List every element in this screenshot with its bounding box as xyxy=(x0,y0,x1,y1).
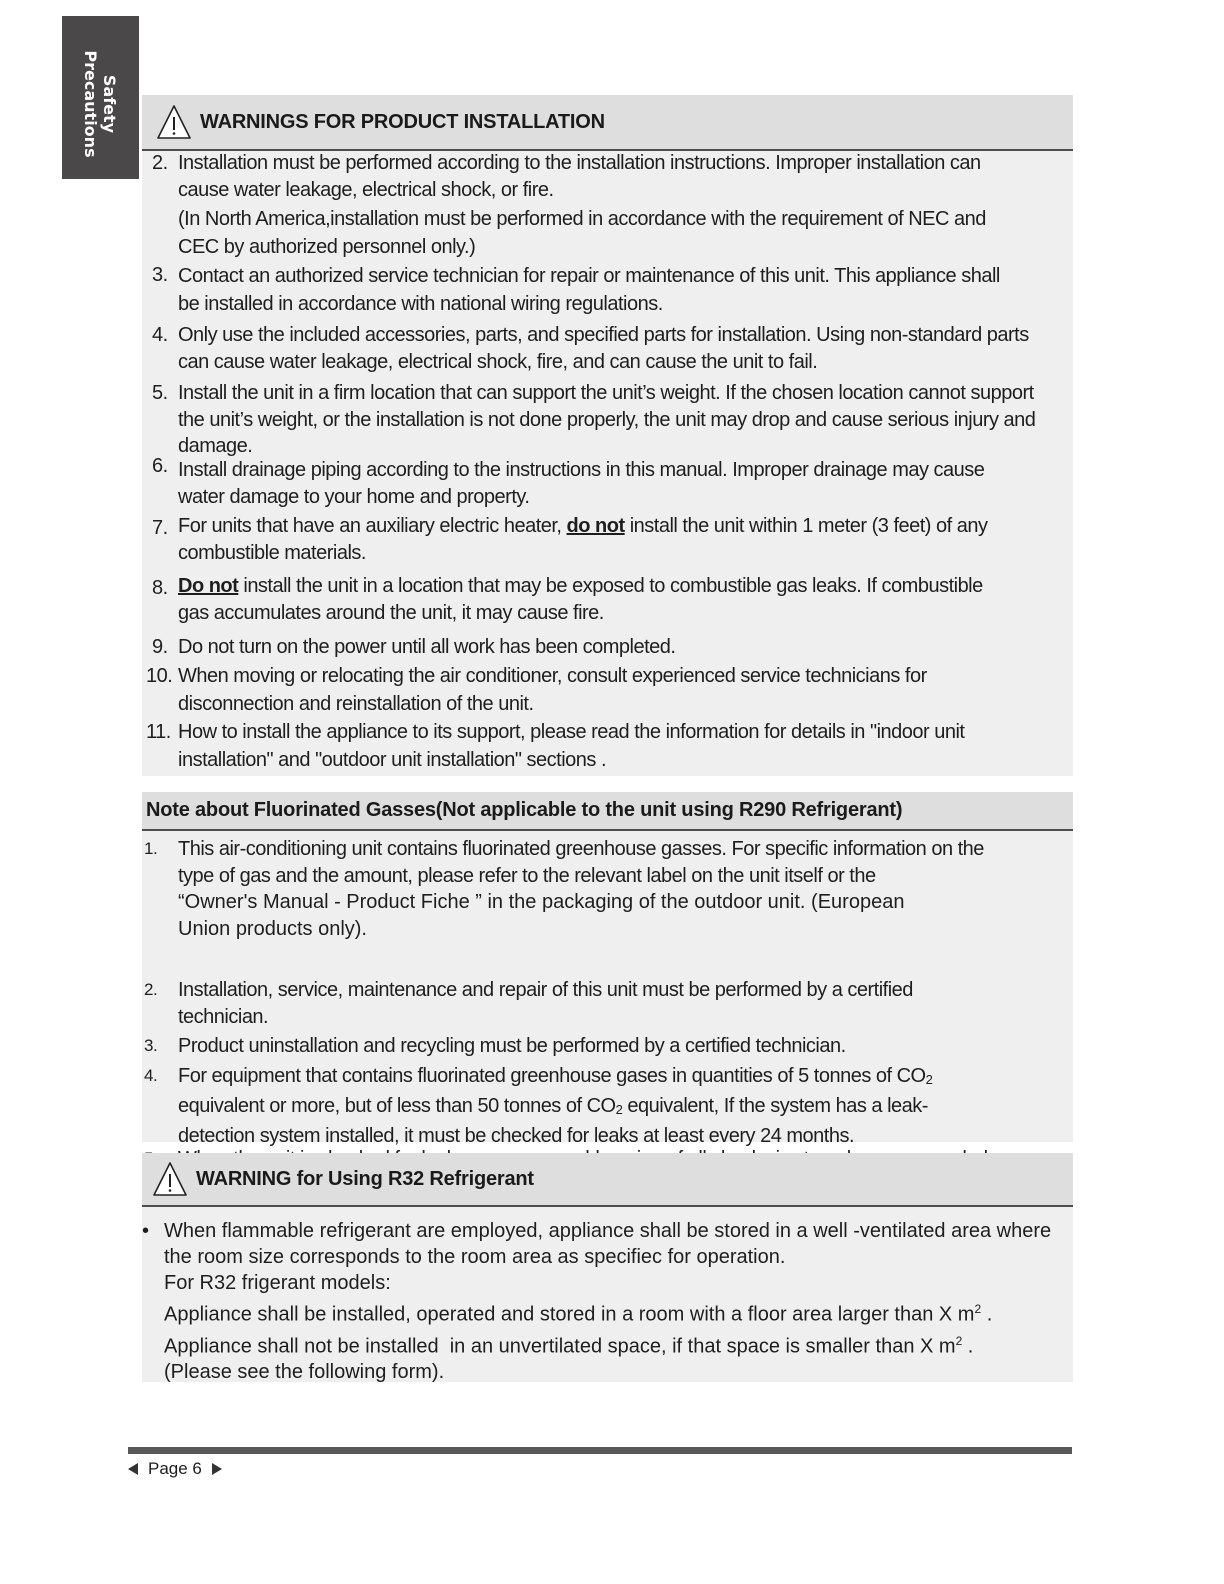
item-text-line: Union products only). xyxy=(178,917,367,940)
superscript: 2 xyxy=(955,1333,963,1348)
item-number: 11. xyxy=(146,721,171,743)
item-text-part: For equipment that contains fluorinated greenhouse gases in quantities of 5 tonnes of CO xyxy=(178,1065,926,1087)
page-navigation xyxy=(128,1459,222,1479)
section-header xyxy=(142,95,1073,151)
item-number: 3. xyxy=(152,264,168,286)
previous-page-icon[interactable] xyxy=(128,1463,138,1475)
section-side-tab xyxy=(62,16,139,179)
item-text-part: . xyxy=(962,1335,974,1358)
footer-divider xyxy=(128,1447,1072,1454)
item-number: 2. xyxy=(144,980,158,999)
item-text xyxy=(178,150,1048,261)
section-header xyxy=(142,792,1073,831)
item-text xyxy=(164,1218,1073,1385)
item-text-main: This air-conditioning unit contains fluorinated greenhouse gasses. For specific information on the type of gas and the amount, please refer to the relevant label on the unit itself or the xyxy=(178,838,984,887)
item-text-line: When flammable refrigerant are employed, appliance shall be stored in a well -ventilated area where the room size corresponds to the room area as specifiec for operation. xyxy=(164,1220,1052,1268)
emphasis-do-not: Do not xyxy=(178,575,239,597)
item-text: Contact an authorized service technician for repair or maintenance of this unit. This appliance shall be installed in accordance with national wiring regulations. xyxy=(178,265,1000,315)
item-text-line: For R32 frigerant models: xyxy=(164,1272,391,1294)
item-text: When moving or relocating the air conditioner, consult experienced service technicians for disconnection and reinstallation of the unit. xyxy=(178,665,927,715)
item-text: Product uninstallation and recycling must be performed by a certified technician. xyxy=(178,1035,846,1057)
section-title: Note about Fluorinated Gasses(Not applicable to the unit using R290 Refrigerant) xyxy=(146,799,903,821)
item-text-part: . xyxy=(981,1303,993,1326)
item-text: Do not turn on the power until all work has been completed. xyxy=(178,636,676,658)
r32-refrigerant-warning-section xyxy=(142,1153,1073,1382)
item-text: Install the unit in a firm location that can support the unit’s weight. If the chosen location cannot support the unit’s weight, or the installation is not done properly, the unit may drop and cause serious injury and damage. xyxy=(178,382,1036,457)
emphasis-do-not: do not xyxy=(566,515,625,537)
item-text-line xyxy=(164,1328,1073,1360)
item-text-line xyxy=(164,1296,1073,1328)
item-text: Installation, service, maintenance and repair of this unit must be performed by a certified technician. xyxy=(178,979,913,1028)
item-text-line: (Please see the following form). xyxy=(164,1361,445,1384)
item-text-part: equivalent, If the system has a leak-detection system installed, it must be checked for leaks at least every 24 months. xyxy=(178,1095,928,1147)
item-text-pre: For units that have an auxiliary electric heater, xyxy=(178,515,567,537)
next-page-icon[interactable] xyxy=(212,1463,222,1475)
subscript: 2 xyxy=(615,1102,623,1117)
item-number: 1. xyxy=(144,839,158,858)
item-text-note: (In North America,installation must be performed in accordance with the requirement of NEC and CEC by authorized personnel only.) xyxy=(178,208,986,258)
installation-warnings-section xyxy=(142,95,1073,776)
fluorinated-gasses-note-section xyxy=(142,792,1073,1147)
item-number: 4. xyxy=(152,324,168,346)
item-text: How to install the appliance to its support, please read the information for details in "indoor unit installation" and "outdoor unit installation" sections . xyxy=(178,721,965,771)
item-number: 10. xyxy=(146,665,173,687)
section-title: WARNING for Using R32 Refrigerant xyxy=(196,1167,534,1190)
item-number: 3. xyxy=(144,1036,158,1055)
item-text: Install drainage piping according to the instructions in this manual. Improper drainage may cause water damage to your home and property. xyxy=(178,459,985,508)
item-text xyxy=(178,513,1073,566)
item-text xyxy=(178,836,1073,942)
section-title: WARNINGS FOR PRODUCT INSTALLATION xyxy=(200,110,605,133)
item-number: 4. xyxy=(144,1066,158,1085)
item-number: 5. xyxy=(152,382,168,404)
item-number: 7. xyxy=(152,517,168,539)
item-text-post: install the unit within 1 meter (3 feet) of any combustible materials. xyxy=(178,515,988,564)
side-tab-label xyxy=(81,50,119,157)
superscript: 2 xyxy=(974,1302,982,1316)
item-number: 9. xyxy=(152,636,168,658)
item-text xyxy=(178,573,1073,626)
item-text: Only use the included accessories, parts, and specified parts for installation. Using non-standard parts can cause water leakage, electrical shock, fire, and can cause the unit to fail. xyxy=(178,324,1029,373)
subscript: 2 xyxy=(925,1072,933,1087)
item-text xyxy=(178,1062,1073,1150)
side-tab-line-2: Precautions xyxy=(81,50,100,158)
item-number: 6. xyxy=(152,455,168,477)
item-text-post: install the unit in a location that may be exposed to combustible gas leaks. If combustible gas accumulates around the unit, it may cause fire. xyxy=(178,575,983,624)
item-text-main: Installation must be performed according to the installation instructions. Improper installation can cause water leakage, electrical shock, or fire. xyxy=(178,152,981,201)
page-number: Page 6 xyxy=(148,1459,202,1478)
item-text-line: “Owner's Manual - Product Fiche ” in the packaging of the outdoor unit. (European xyxy=(178,891,905,913)
warning-triangle-icon xyxy=(156,104,192,140)
item-number: 8. xyxy=(152,577,168,599)
side-tab-line-1: Safety xyxy=(100,74,119,134)
bullet-icon: • xyxy=(142,1220,150,1242)
item-text-part: Appliance shall be installed, operated and stored in a room with a floor area larger than X m xyxy=(164,1303,975,1326)
item-number: 2. xyxy=(152,152,168,174)
item-text-part: Appliance shall not be installed in an unvertilated space, if that space is smaller than X m xyxy=(164,1335,956,1358)
section-header xyxy=(142,1153,1073,1207)
item-text-part: equivalent or more, but of less than 50 tonnes of CO xyxy=(178,1095,616,1117)
warning-triangle-icon xyxy=(152,1161,188,1197)
